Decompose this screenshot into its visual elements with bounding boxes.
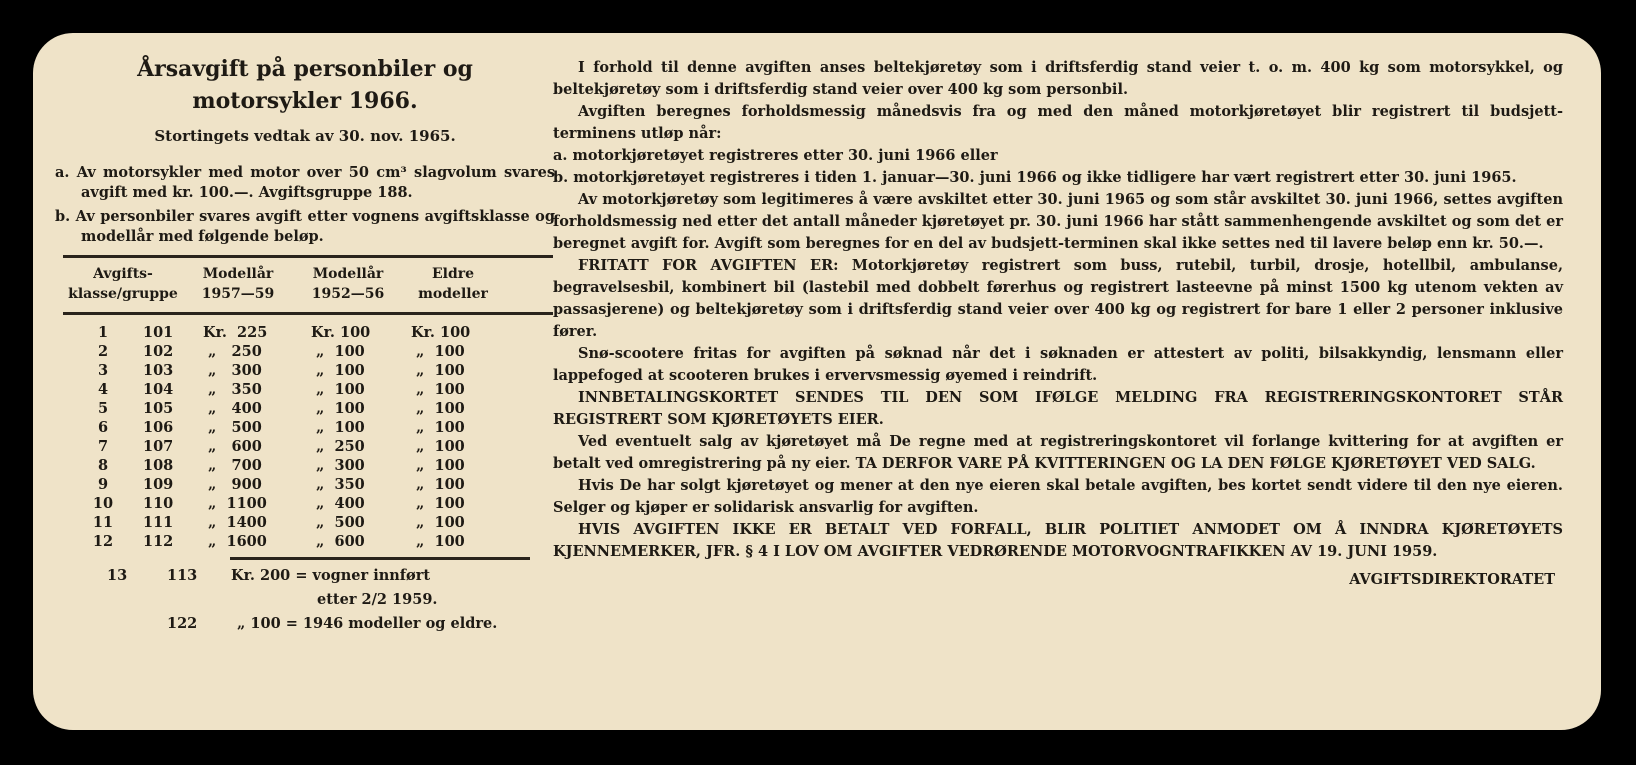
table-row — [63, 532, 555, 551]
cell-gruppe: 109 — [143, 476, 174, 493]
table-row — [63, 361, 555, 380]
footnote-13-cont — [55, 588, 555, 612]
cell-modellar-1957-59: „ 400 — [203, 400, 262, 417]
cell-gruppe: 101 — [143, 324, 174, 341]
cell-modellar-1957-59: „ 300 — [203, 362, 262, 379]
cell-gruppe: 111 — [143, 514, 174, 531]
table-header-rule — [63, 312, 553, 315]
cell-klasse: 11 — [92, 514, 114, 531]
cell-gruppe: 105 — [143, 400, 174, 417]
cell-modellar-1957-59: „ 1600 — [203, 533, 267, 550]
paragraph-avskiltet: Av motorkjøretøy som legitimeres å være avskiltet etter 30. juni 1965 og som står avskiltet 30. juni 1966, settes avgiften forholdsmessig ned etter det antall måneder kjøretøyet pr. 30. juni 1966 har stått sammenhengende avskiltet og som det er beregnet avgift for. Avgift som beregnes for en del av budsjett-terminen skal ikke settes ned til lavere beløp enn kr. 50.—. — [553, 191, 1563, 252]
cell-eldre-modeller: „ 100 — [411, 514, 465, 531]
cell-eldre-modeller: „ 100 — [411, 343, 465, 360]
cell-klasse: 2 — [97, 343, 109, 360]
cell-modellar-1952-56: Kr. 100 — [311, 324, 371, 341]
table-row — [63, 380, 555, 399]
header-modellar-1957-59: Modellår 1957—59 — [201, 266, 275, 302]
table-bottom-rule — [230, 557, 530, 560]
cell-modellar-1952-56: „ 400 — [311, 495, 365, 512]
header-eldre-modeller: Eldre modeller — [418, 266, 488, 302]
cell-modellar-1952-56: „ 300 — [311, 457, 365, 474]
cell-klasse: 4 — [97, 381, 109, 398]
cell-gruppe: 108 — [143, 457, 174, 474]
header-modellar-1952-56: Modellår 1952—56 — [311, 266, 385, 302]
footnote-13-text-2: etter 2/2 1959. — [317, 591, 438, 608]
left-column — [55, 53, 555, 636]
cell-modellar-1952-56: „ 600 — [311, 533, 365, 550]
footnote-13-klasse: 13 — [107, 567, 128, 584]
cell-modellar-1957-59: „ 700 — [203, 457, 262, 474]
cell-modellar-1952-56: „ 100 — [311, 381, 365, 398]
cell-modellar-1952-56: „ 250 — [311, 438, 365, 455]
table-row — [63, 418, 555, 437]
cell-eldre-modeller: „ 100 — [411, 457, 465, 474]
table-top-rule — [63, 255, 553, 258]
cell-modellar-1957-59: „ 350 — [203, 381, 262, 398]
cell-modellar-1952-56: „ 100 — [311, 419, 365, 436]
cell-modellar-1957-59: „ 1100 — [203, 495, 267, 512]
cell-modellar-1957-59: „ 250 — [203, 343, 262, 360]
footnote-122 — [55, 612, 555, 636]
paragraph-beltekjoretoy: I forhold til denne avgiften anses beltekjøretøy som i driftsferdig stand veier t. o. m. 400 kg som motorsykkel, og beltekjøretøy som i driftsferdig stand veier over 400 kg som personbil. — [553, 59, 1563, 98]
footnote-122-gruppe: 122 — [167, 615, 198, 632]
footnote-13-gruppe: 113 — [167, 567, 198, 584]
cell-klasse: 1 — [97, 324, 109, 341]
cell-modellar-1952-56: „ 100 — [311, 362, 365, 379]
footnote-13 — [55, 564, 555, 588]
cell-gruppe: 110 — [143, 495, 174, 512]
cell-gruppe: 112 — [143, 533, 174, 550]
paragraph-b: b. Av personbiler svares avgift etter vognens avgiftsklasse og modellår med følgende beløp. — [55, 208, 555, 245]
cell-modellar-1952-56: „ 350 — [311, 476, 365, 493]
paragraph-sno-scootere: Snø-scootere fritas for avgiften på søknad når det i søknaden er attestert av politi, bilsakkyndig, lensmann eller lappefoged at scooteren brukes i ervervsmessig øyemed i reindrift. — [553, 345, 1563, 384]
cell-gruppe: 107 — [143, 438, 174, 455]
cell-eldre-modeller: „ 100 — [411, 419, 465, 436]
paragraph-forfall: HVIS AVGIFTEN IKKE ER BETALT VED FORFALL, BLIR POLITIET ANMODET OM Å INNDRA KJØRETØYETS KJENNEMERKER, JFR. § 4 I LOV OM AVGIFTER VEDRØRENDE MOTORVOGNTRAFIKKEN AV 19. JUNI 1959. — [553, 521, 1563, 560]
table-row — [63, 342, 555, 361]
cell-klasse: 3 — [97, 362, 109, 379]
cell-modellar-1957-59: „ 900 — [203, 476, 262, 493]
table-row — [63, 437, 555, 456]
title-line-2: motorsykler 1966. — [192, 88, 418, 114]
document-card — [33, 33, 1601, 730]
cell-gruppe: 103 — [143, 362, 174, 379]
cell-modellar-1957-59: „ 500 — [203, 419, 262, 436]
cell-modellar-1952-56: „ 100 — [311, 343, 365, 360]
cell-modellar-1952-56: „ 100 — [311, 400, 365, 417]
cell-eldre-modeller: „ 100 — [411, 495, 465, 512]
paragraph-solgt: Hvis De har solgt kjøretøyet og mener at den nye eieren skal betale avgiften, bes kortet sendt videre til den nye eieren. Selger og kjøper er solidarisk ansvarlig for avgiften. — [553, 477, 1563, 516]
table-row — [63, 513, 555, 532]
cell-modellar-1957-59: Kr. 225 — [203, 324, 268, 341]
paragraph-beregning-a: a. motorkjøretøyet registreres etter 30. juni 1966 eller — [553, 147, 998, 164]
table-row — [63, 456, 555, 475]
cell-klasse: 7 — [97, 438, 109, 455]
cell-eldre-modeller: Kr. 100 — [411, 324, 471, 341]
paragraph-salg: Ved eventuelt salg av kjøretøyet må De regne med at registreringskontoret vil forlange kvittering for at avgiften er betalt ved omregistrering på ny eier. TA DERFOR VARE PÅ KVITTERINGEN OG LA DEN FØLGE KJØRETØYET VED SALG. — [553, 433, 1563, 472]
subtitle: Stortingets vedtak av 30. nov. 1965. — [154, 127, 456, 145]
cell-gruppe: 102 — [143, 343, 174, 360]
table-row — [63, 475, 555, 494]
paragraph-a: a. Av motorsykler med motor over 50 cm³ slagvolum svares avgift med kr. 100.—. Avgiftsgruppe 188. — [55, 164, 555, 201]
cell-klasse: 10 — [92, 495, 114, 512]
title-line-1: Årsavgift på personbiler og — [137, 56, 473, 82]
cell-modellar-1952-56: „ 500 — [311, 514, 365, 531]
table-row — [63, 323, 555, 342]
cell-gruppe: 106 — [143, 419, 174, 436]
cell-eldre-modeller: „ 100 — [411, 438, 465, 455]
signature: AVGIFTSDIREKTORATET — [1349, 571, 1555, 588]
header-klasse: Avgifts- klasse/gruppe — [68, 266, 178, 302]
table-row — [63, 494, 555, 513]
table-header — [63, 264, 555, 304]
paragraph-beregning-b: b. motorkjøretøyet registreres i tiden 1. januar—30. juni 1966 og ikke tidligere har vært registrert etter 30. juni 1965. — [553, 169, 1517, 186]
table-body — [55, 323, 555, 551]
paragraph-fritatt: FRITATT FOR AVGIFTEN ER: Motorkjøretøy registrert som buss, rutebil, turbil, drosje, hotellbil, ambulanse, begravelsesbil, kombinert bil (lastebil med dobbelt førerhus og registrert lasteevne på minst 1500 kg utenom vekten av passasjerene) og beltekjøretøy som i driftsferdig stand veier over 400 kg og registrert for bare 1 eller 2 personer inklusive fører. — [553, 257, 1563, 340]
right-column — [553, 57, 1563, 591]
cell-klasse: 6 — [97, 419, 109, 436]
cell-eldre-modeller: „ 100 — [411, 400, 465, 417]
cell-eldre-modeller: „ 100 — [411, 362, 465, 379]
cell-klasse: 5 — [97, 400, 109, 417]
paragraph-beregning: Avgiften beregnes forholdsmessig månedsvis fra og med den måned motorkjøretøyet blir registrert til budsjett-terminens utløp når: — [553, 103, 1563, 142]
cell-klasse: 9 — [97, 476, 109, 493]
cell-eldre-modeller: „ 100 — [411, 533, 465, 550]
cell-modellar-1957-59: „ 1400 — [203, 514, 267, 531]
cell-modellar-1957-59: „ 600 — [203, 438, 262, 455]
footnote-13-text: Kr. 200 = vogner innført — [231, 567, 431, 584]
cell-gruppe: 104 — [143, 381, 174, 398]
table-row — [63, 399, 555, 418]
paragraph-innbetalingskortet: INNBETALINGSKORTET SENDES TIL DEN SOM IFØLGE MELDING FRA REGISTRERINGSKONTORET STÅR REGISTRERT SOM KJØRETØYETS EIER. — [553, 389, 1563, 428]
cell-klasse: 12 — [92, 533, 114, 550]
cell-klasse: 8 — [97, 457, 109, 474]
cell-eldre-modeller: „ 100 — [411, 476, 465, 493]
cell-eldre-modeller: „ 100 — [411, 381, 465, 398]
footnote-122-text: „ 100 = 1946 modeller og eldre. — [237, 615, 498, 632]
